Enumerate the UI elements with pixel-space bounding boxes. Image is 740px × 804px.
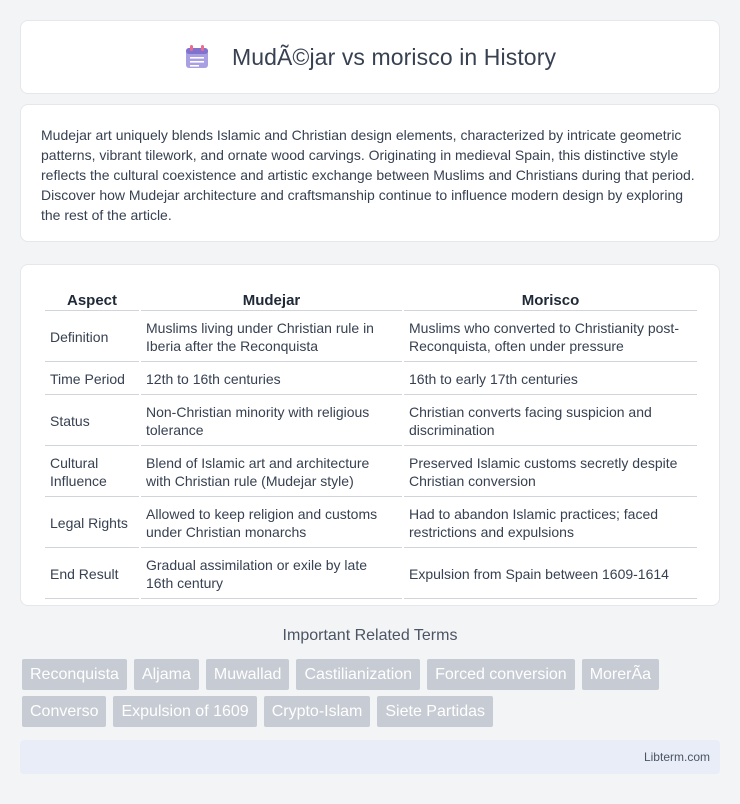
morisco-cell: Christian converts facing suspicion and discrimination [404,397,697,446]
calendar-icon [184,44,210,70]
table-row [45,448,697,497]
morisco-cell: 16th to early 17th centuries [404,364,697,395]
table-row [45,550,697,599]
header-aspect: Aspect [45,287,139,311]
aspect-cell: Status [45,397,139,446]
related-term-tag[interactable]: Crypto-Islam [264,696,371,727]
related-terms-title: Important Related Terms [282,627,458,644]
mudejar-cell: Muslims living under Christian rule in Iberia after the Reconquista [141,313,402,362]
related-term-tag[interactable]: Siete Partidas [377,696,493,727]
aspect-cell: End Result [45,550,139,599]
aspect-cell: Time Period [45,364,139,395]
mudejar-cell: Allowed to keep religion and customs under Christian monarchs [141,499,402,548]
title-card [20,20,720,94]
header-mudejar: Mudejar [141,287,402,311]
comparison-table [43,285,699,601]
related-term-tag[interactable]: Castilianization [296,659,420,690]
related-term-tag[interactable]: Reconquista [22,659,127,690]
morisco-cell: Preserved Islamic customs secretly despite Christian conversion [404,448,697,497]
table-row [45,397,697,446]
intro-card [20,104,720,242]
mudejar-cell: 12th to 16th centuries [141,364,402,395]
table-row [45,313,697,362]
table-header-row [45,287,697,311]
related-term-tag[interactable]: Converso [22,696,106,727]
header-morisco: Morisco [404,287,697,311]
footer [20,740,720,774]
aspect-cell: Legal Rights [45,499,139,548]
related-term-tag[interactable]: Aljama [134,659,199,690]
mudejar-cell: Blend of Islamic art and architecture with Christian rule (Mudejar style) [141,448,402,497]
related-terms-list [22,659,722,733]
footer-site-link[interactable]: Libterm.com [643,750,710,764]
page-title: MudÃ©jar vs morisco in History [231,43,557,70]
comparison-card [20,264,720,606]
related-term-tag[interactable]: Muwallad [206,659,290,690]
morisco-cell: Had to abandon Islamic practices; faced restrictions and expulsions [404,499,697,548]
mudejar-cell: Non-Christian minority with religious tolerance [141,397,402,446]
mudejar-cell: Gradual assimilation or exile by late 16th century [141,550,402,599]
intro-paragraph: Mudejar art uniquely blends Islamic and Christian design elements, characterized by intricate geometric patterns, vibrant tilework, and ornate wood carvings. Originating in medieval Spain, this distinctive style reflects the cultural coexistence and artistic exchange between Muslims and Christians during that period. Discover how Mudejar architecture and craftsmanship continue to influence modern design by exploring the rest of the article. [41,127,695,223]
related-term-tag[interactable]: MorerÃa [582,659,659,690]
morisco-cell: Muslims who converted to Christianity post-Reconquista, often under pressure [404,313,697,362]
related-term-tag[interactable]: Expulsion of 1609 [113,696,256,727]
aspect-cell: Definition [45,313,139,362]
table-row [45,499,697,548]
table-row [45,364,697,395]
related-term-tag[interactable]: Forced conversion [427,659,575,690]
morisco-cell: Expulsion from Spain between 1609-1614 [404,550,697,599]
aspect-cell: Cultural Influence [45,448,139,497]
